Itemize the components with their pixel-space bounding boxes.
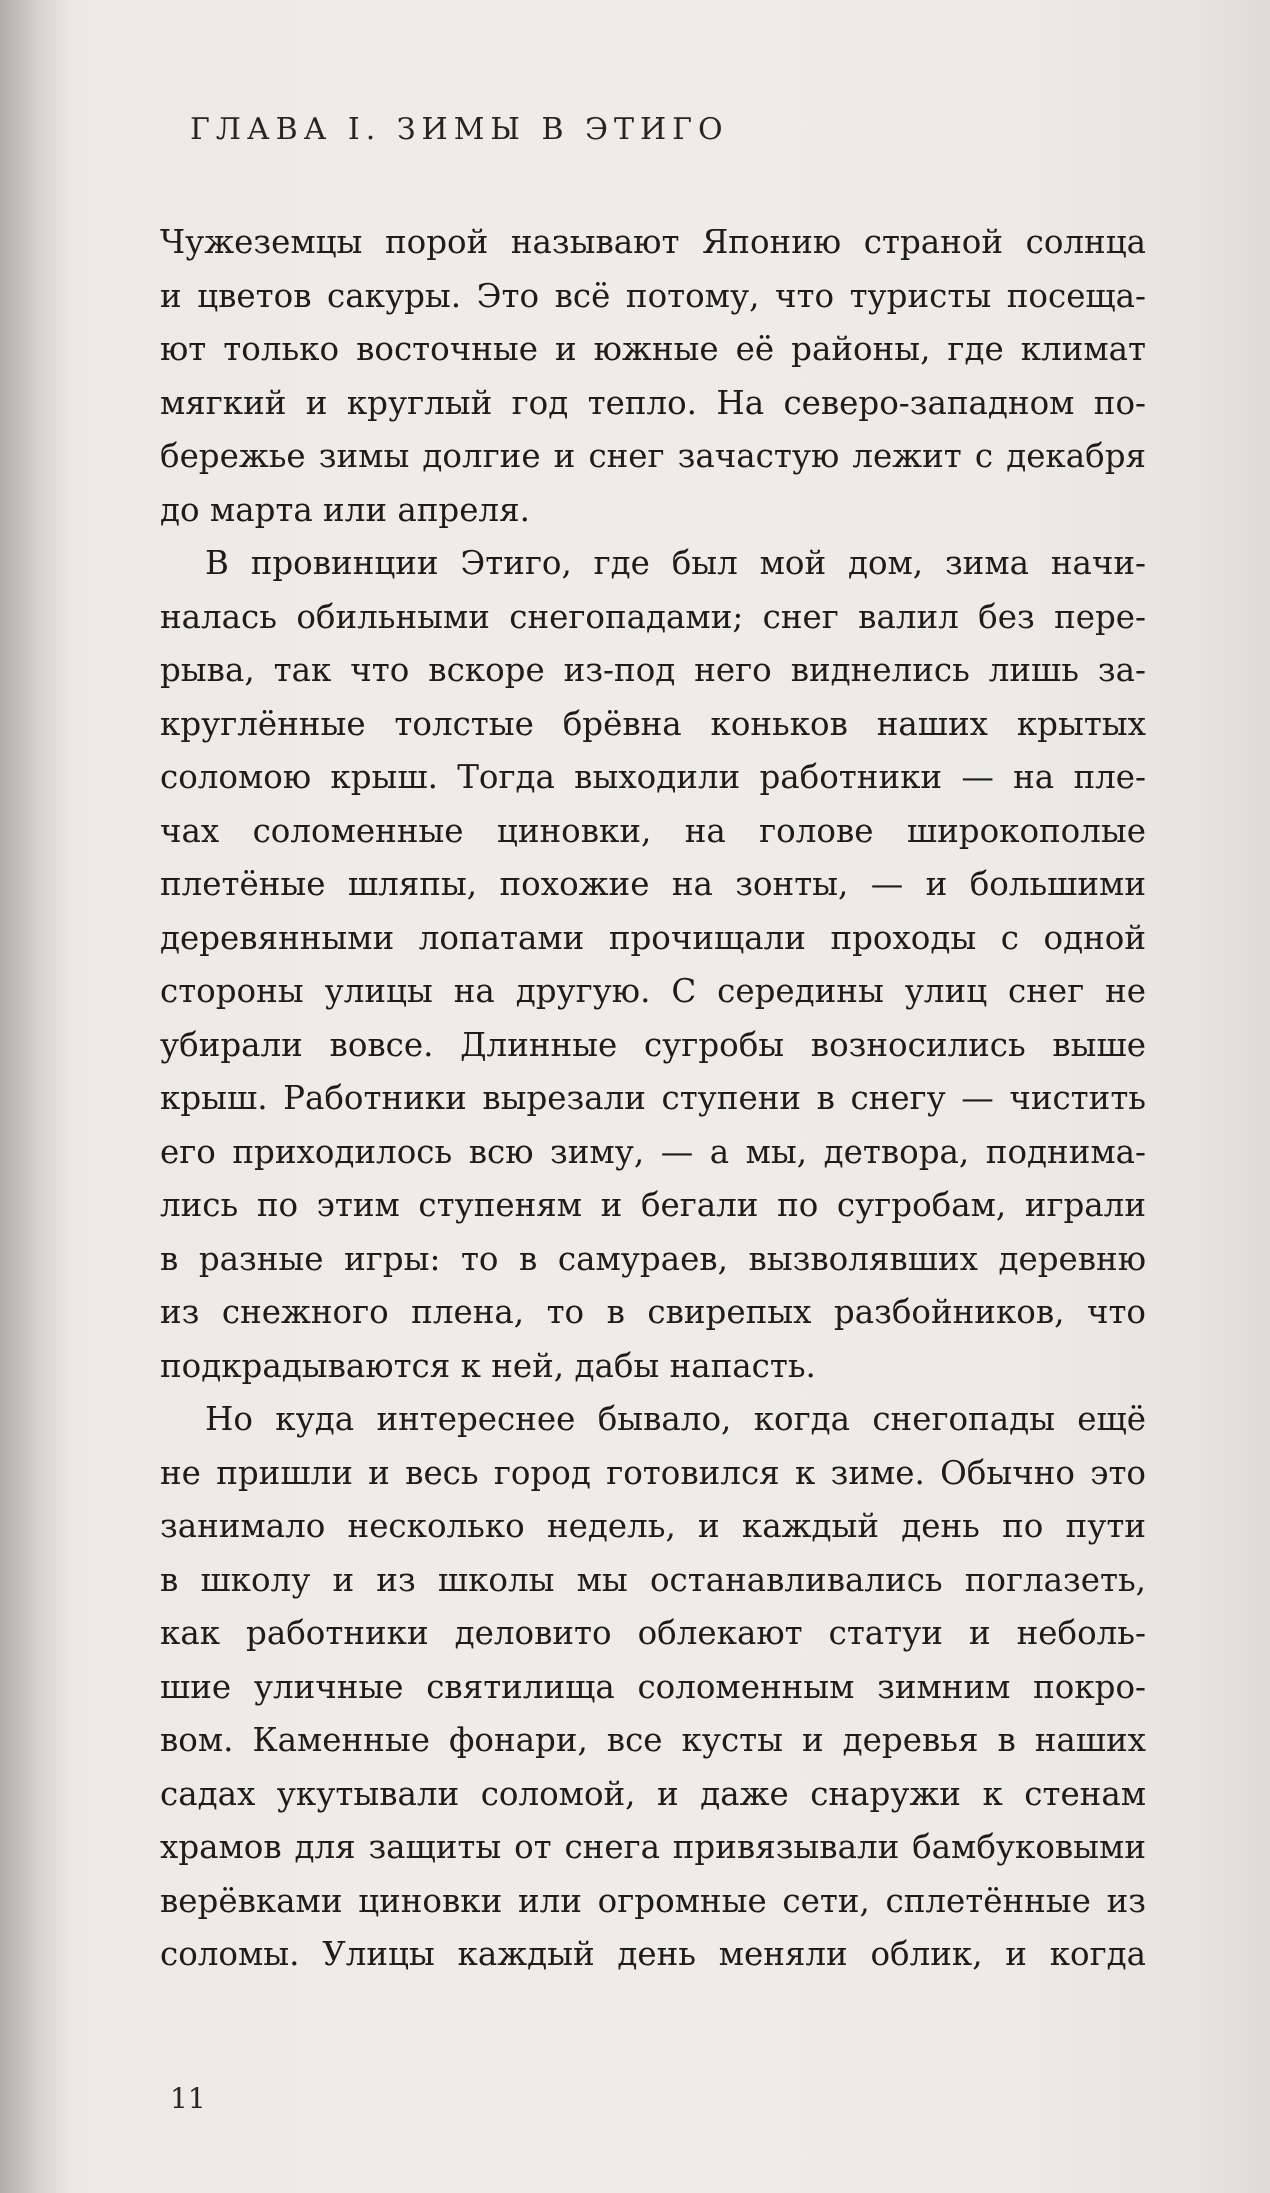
text-line: храмов для защиты от снега привязывали бамбуковыми (160, 1828, 1146, 1866)
text-line: деревянными лопатами прочищали проходы с одной (160, 918, 1146, 957)
text-line: и цветов сакуры. Это всё потому, что туристы посеща- (160, 276, 1146, 315)
text-line: как работники деловито облекают статуи и неболь- (160, 1614, 1146, 1652)
text-line: в школу и из школы мы останавливались поглазеть, (160, 1560, 1146, 1599)
text-line: В провинции Этиго, где был мой дом, зима начи- (205, 544, 1146, 582)
text-line: бережье зимы долгие и снег зачастую лежит с декабря (160, 437, 1146, 475)
paragraph-2 (160, 537, 1146, 1393)
page-number: 11 (170, 2082, 206, 2115)
text-line: занимало несколько недель, и каждый день по пути (160, 1507, 1146, 1545)
text-line: соломы. Улицы каждый день меняли облик, и когда (160, 1935, 1146, 1973)
text-line: стороны улицы на другую. С середины улиц снег не (160, 972, 1146, 1010)
text-line: лись по этим ступеням и бегали по сугробам, играли (160, 1186, 1146, 1224)
text-line: убирали вовсе. Длинные сугробы возносились выше (160, 1025, 1146, 1064)
text-line: не пришли и весь город готовился к зиме. Обычно это (160, 1453, 1146, 1492)
text-line: его приходилось всю зиму, — а мы, детвора, поднима- (160, 1132, 1146, 1171)
text-line: верёвками циновки или огромные сети, сплетённые из (160, 1881, 1146, 1920)
text-line: ют только восточные и южные её районы, где климат (160, 330, 1146, 368)
text-line: из снежного плена, то в свирепых разбойников, что (160, 1293, 1146, 1331)
text-line: садах укутывали соломой, и даже снаружи к стенам (160, 1774, 1146, 1813)
text-line: круглённые толстые брёвна коньков наших крытых (160, 704, 1146, 743)
text-line: Но куда интереснее бывало, когда снегопады ещё (205, 1400, 1146, 1438)
text-line: чах соломенные циновки, на голове широкополые (160, 811, 1146, 850)
paragraph-1 (160, 216, 1146, 537)
text-line: подкрадываются к ней, дабы напасть. (160, 1346, 816, 1385)
text-line: соломою крыш. Тогда выходили работники — на пле- (160, 758, 1146, 796)
text-line: Чужеземцы порой называют Японию страной солнца (160, 223, 1146, 261)
text-line: вом. Каменные фонари, все кусты и деревья в наших (160, 1721, 1146, 1759)
text-line: крыш. Работники вырезали ступени в снегу — чистить (160, 1079, 1146, 1117)
text-line: мягкий и круглый год тепло. На северо-западном по- (160, 383, 1146, 422)
text-line: рыва, так что вскоре из-под него виднелись лишь за- (160, 651, 1146, 689)
gutter-shadow (0, 0, 70, 2193)
text-line: налась обильными снегопадами; снег валил без пере- (160, 597, 1146, 636)
body-text (160, 216, 1146, 1982)
running-head: ГЛАВА I. ЗИМЫ В ЭТИГО (190, 112, 729, 147)
paragraph-3 (160, 1393, 1146, 1982)
text-line: плетёные шляпы, похожие на зонты, — и большими (160, 865, 1146, 903)
text-line: до марта или апреля. (160, 490, 530, 529)
text-line: шие уличные святилища соломенным зимним покро- (160, 1667, 1146, 1706)
text-line: в разные игры: то в самураев, вызволявших деревню (160, 1239, 1146, 1278)
